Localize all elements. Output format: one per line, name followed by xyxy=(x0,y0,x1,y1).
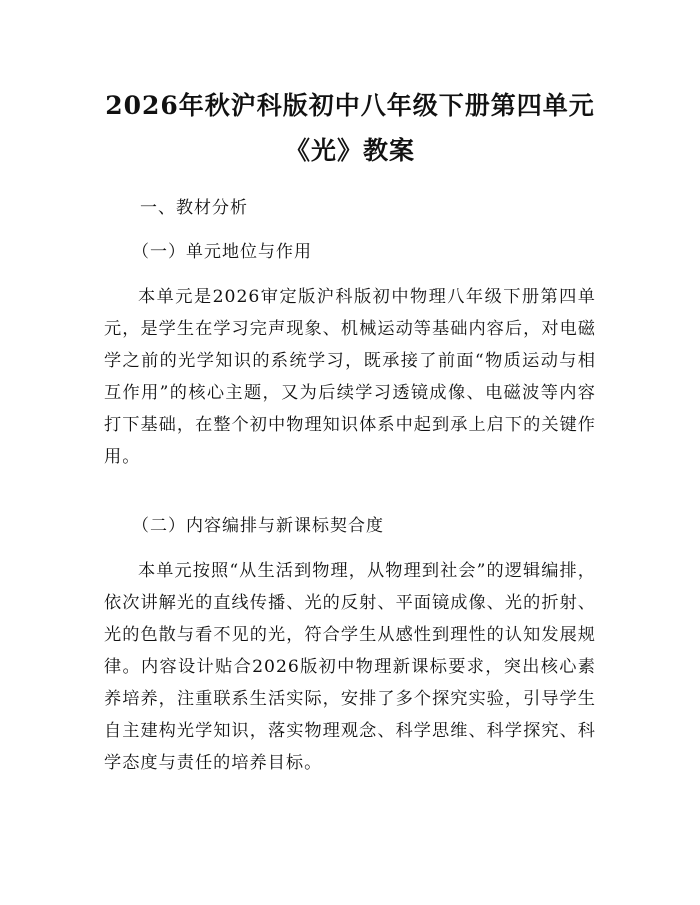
subsection-heading-content-arrangement: （二）内容编排与新课标契合度 xyxy=(132,516,384,536)
paragraph-content-arrangement: 本单元按照“从生活到物理，从物理到社会”的逻辑编排，依次讲解光的直线传播、光的反射、平面镜成像、光的折射、光的色散与看不见的光，符合学生从感性到理性的认知发展规律。内容设计贴合2026版初中物理新课标要求，突出核心素养培养，注重联系生活实际，安排了多个探究实验，引导学生自主建构光学知识，落实物理观念、科学思维、科学探究、科学态度与责任的培养目标。 xyxy=(104,561,596,773)
document-title-line1: 2026年秋沪科版初中八年级下册第四单元 xyxy=(105,91,595,120)
subsection-heading-unit-role: （一）单元地位与作用 xyxy=(132,242,312,262)
document-title-line2: 《光》教案 xyxy=(284,136,415,165)
paragraph-unit-role: 本单元是2026审定版沪科版初中物理八年级下册第四单元，是学生在学习完声现象、机械运动等基础内容后，对电磁学之前的光学知识的系统学习，既承接了前面“物质运动与相互作用”的核心主题，又为后续学习透镜成像、电磁波等内容打下基础，在整个初中物理知识体系中起到承上启下的关键作用。 xyxy=(104,287,596,467)
section-heading-textbook-analysis: 一、教材分析 xyxy=(140,198,248,218)
